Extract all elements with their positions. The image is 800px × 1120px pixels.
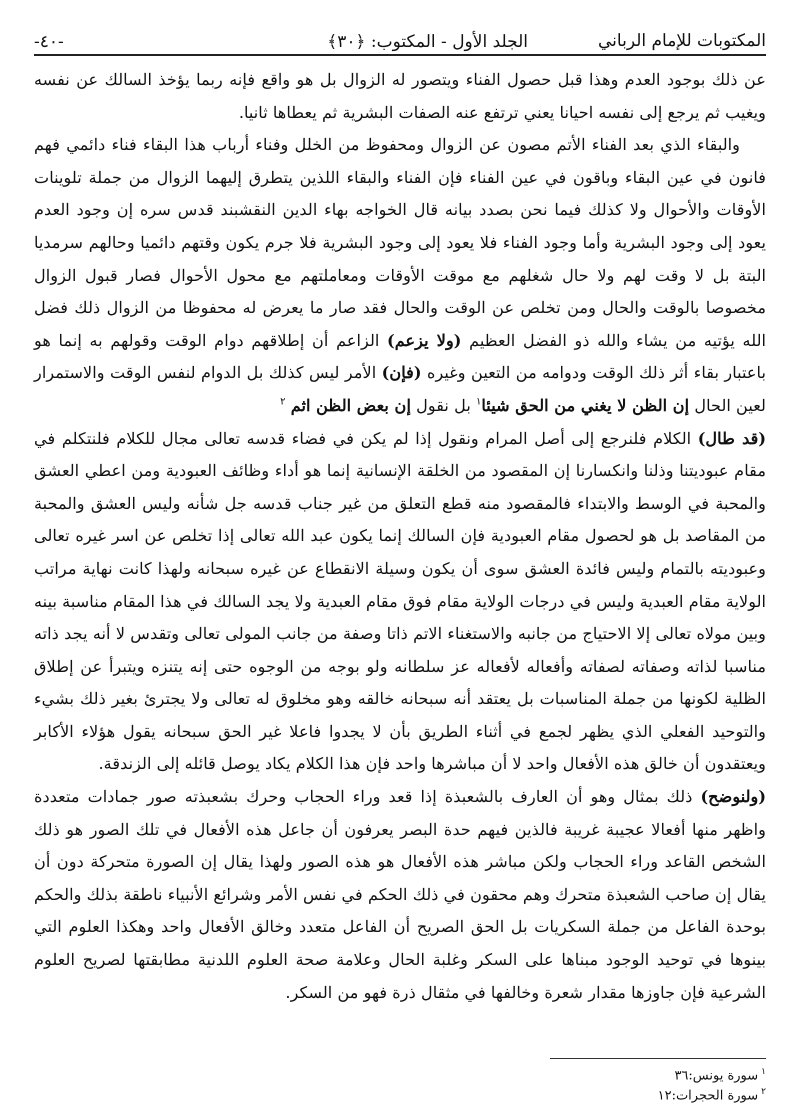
paragraph-2 [34, 129, 766, 422]
footnote-ref-1: ١ [476, 396, 482, 408]
paragraph-2-text-a: والبقاء الذي بعد الفناء الأتم مصون عن الزوال ومحفوظ من الخلل وفناء أرباب هذا البقاء فناء دائمي فهم فانون في عين البقاء وباقون في عين الفناء فإن الفناء والبقاء اللذين يتطرق إليهما الزوال من جملة تلوينات الأوقات والأحوال ولا كذلك فيما نحن بصدد بيانه قال الخواجه بهاء الدين النقشبند قدس سره إن وجود العدم يعود إلى وجود البشرية وأما وجود الفناء فلا يعود إلى وجود البشرية فلا جرم يكون وقتهم دائميا وحالهم سرمديا البتة بل لا وقت لهم ولا حال شغلهم مع موقت الأوقات ومعاملتهم مع محول الأحوال فصار قبول الزوال مخصوصا بالوقت والحال ومن تخلص عن الوقت والحال فقد صار ما يعرض له محفوظا من الزوال ذلك فضل الله يؤتيه من يشاء والله ذو الفضل العظيم [34, 135, 766, 350]
paragraph-2-text-c: الزاعم أن إطلاقهم دوام الوقت وقولهم به إنما هو باعتبار بقاء أثر ذلك الوقت ودوامه من التعين وغيره [34, 330, 766, 383]
footnote-2-number: ٢ [761, 1087, 766, 1098]
book-title: المكتوبات للإمام الرباني [598, 31, 766, 51]
paragraph-3-text: الكلام فلنرجع إلى أصل المرام ونقول إذا لم يكن في فضاء قدسه تعالى مجال للكلام فلنتكلم في مقام عبوديتنا وذلنا وانكسارنا إن المقصود من الخلقة الإنسانية إنما هو أداء وظائف العبودية ومن اعطي العشق والمحبة في الوسط والابتداء فالمقصود منه قطع التعلق من غير جناب قدسه جل شأنه وليس العشق والمحبة من المقاصد بل هو لحصول مقام العبودية فإن السالك إنما يكون عبد الله تعالى إذا تخلص عن اسر غيره تعالى وعبوديته بالتمام وليس فائدة العشق سوى أن يكون وسيلة الانقطاع عن غيره سبحانه ولهذا كانت نهاية مراتب الولاية مقام العبدية وليس في درجات الولاية مقام فوق مقام العبدية ولا يجد السالك في هذا المقام مناسبة بينه وبين مولاه تعالى إلا الاحتياج من جانبه والاستغناء الاتم ذاتا وصفة من جانب المولى تعالى وتقدس لا أنه يجد ذاته مناسبا لذاته وصفاته لصفاته وأفعاله لأفعاله عز سلطانه ولو بوجه من الوجوه حتى إنه يتنزه ويتبرأ عن إطلاق الظلية لكونها من جملة المناسبات بل يعتقد أنه سبحانه خالقه وهو مخلوق له تعالى ولا يجترئ بغير ذلك بشيء والتوحيد الفعلي الذي يظهر لجمع في أثناء الطريق بأن لا يجدوا فاعلا غير الحق سبحانه يقول هؤلاء الأكابر ويعتقدون أن خالق هذه الأفعال واحد لا أن مباشرها واحد فإن هذا الكلام يكاد يوصل قائله إلى الزندقة. [34, 428, 766, 774]
paragraph-1: عن ذلك بوجود العدم وهذا قبل حصول الفناء ويتصور له الزوال بل هو واقع فإنه ربما يؤخذ السالك عن نفسه ويغيب ثم يرجع إلى نفسه احيانا يعني ترتفع عنه الصفات البشرية ثم يعطاها ثانيا. [34, 70, 766, 122]
paragraph-2-text-e: الأمر ليس كذلك بل الدوام لنفس الوقت والاستمرار لعين الحال [34, 363, 766, 415]
paragraph-3 [34, 423, 766, 782]
paragraph-4-lead: (ولنوضح) [700, 787, 766, 807]
header-titles [327, 31, 766, 52]
main-text [34, 64, 766, 1009]
quran-quote-1: إن الظن لا يغني من الحق شيئا [481, 395, 690, 415]
quran-quote-2: إن بعض الظن اثم [290, 395, 411, 415]
footnote-ref-2: ٢ [280, 396, 286, 408]
paragraph-4 [34, 781, 766, 1009]
footnote-2 [658, 1084, 766, 1104]
footnote-2-text: سورة الحجرات:١٢ [657, 1088, 759, 1104]
header-divider [34, 54, 766, 56]
paragraph-2-bold-d: (فإن) [381, 363, 422, 383]
page-number: -٤٠- [34, 32, 64, 52]
paragraph-2-bold-b: (ولا يزعم) [387, 330, 462, 350]
footnote-divider [550, 1058, 766, 1059]
footnote-1 [658, 1064, 766, 1084]
footnotes [658, 1064, 766, 1105]
paragraph-3-lead: (قد طال) [697, 428, 766, 448]
paragraph-4-text: ذلك بمثال وهو أن العارف بالشعبذة إذا قعد وراء الحجاب وحرك بشعبذته صور جمادات متعددة واظهر منها أفعالا عجيبة غريبة فالذين فيهم حدة البصر يعرفون أن جاعل هذه الأفعال في تلك الصور هو ذلك الشخص القاعد وراء الحجاب ولكن مباشر هذه الأفعال هو هذه الصور ولهذا يقال إن الصورة متحركة دون أن يقال إن صاحب الشعبذة متحرك وهم محقون في ذلك الحكم في نفس الأمر وشرائع الأنبياء ناطقة بذلك والحكم بوحدة الفاعل من جملة السكريات بل الحق الصريح أن الفاعل متعدد وخالق الأفعال واحد وهكذا العلوم التي بينوها في توحيد الوجود مبناها على السكر وغلبة الحال وعلامة صحة العلوم اللدنية مطابقتها لصريح العلوم الشرعية فإن جاوزها مقدار شعرة وخالفها في مثقال ذرة فهو من السكر. [34, 787, 766, 1002]
volume-letter-label: الجلد الأول - المكتوب: ﴿٣٠﴾ [327, 32, 529, 52]
footnote-1-number: ١ [761, 1067, 766, 1077]
paragraph-2-text-g: بل نقول [416, 395, 471, 415]
footnote-1-text: سورة يونس:٣٦ [674, 1068, 759, 1084]
page-header [34, 14, 766, 52]
